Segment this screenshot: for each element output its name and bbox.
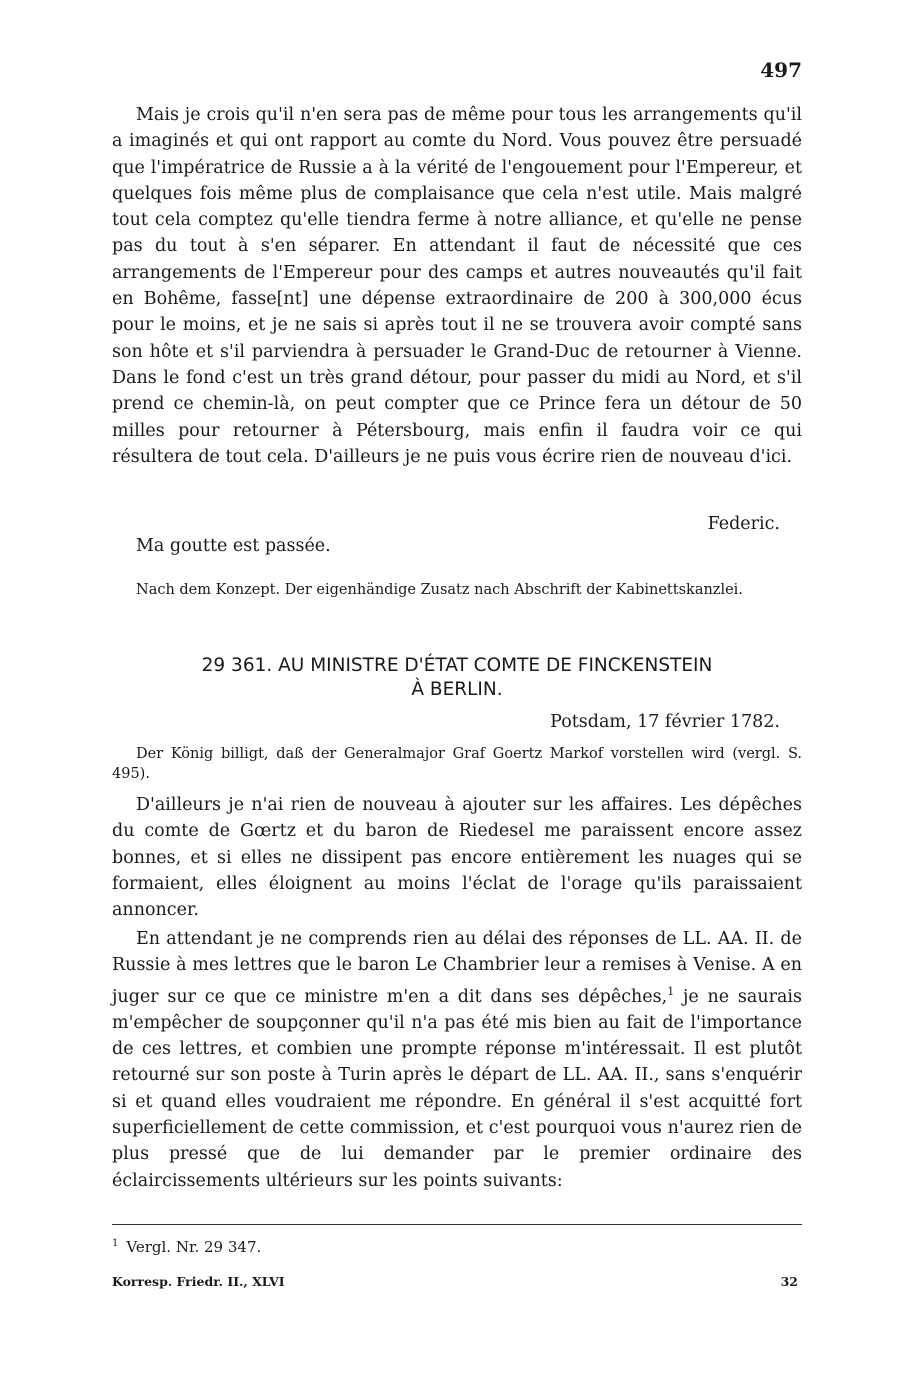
footnote-divider: [112, 1224, 802, 1225]
editorial-note-summary: Der König billigt, daß der Generalmajor Graf Goertz Markof vorstellen wird (vergl. S. 495).: [112, 746, 802, 782]
body-paragraph-2-part-1: En attendant je ne comprends rien au délai des réponses de LL. AA. II. de Russie à mes lettres que le baron Le Chambrier leur a remises à Venise. A en juger sur ce que ce ministre m'en a dit dans ses dépêches,: [112, 929, 802, 1007]
footer-citation: Korresp. Friedr. II., XLVI: [112, 1274, 285, 1289]
document-heading: [112, 654, 802, 702]
footnote-marker: 1: [112, 1238, 119, 1249]
footnote: [112, 1238, 261, 1256]
body-paragraph-1: D'ailleurs je n'ai rien de nouveau à ajouter sur les affaires. Les dépêches du comte de Gœrtz et du baron de Riedesel me paraissent encore assez bonnes, et si elles ne dissipent pas encore entièrement les nuages qui se formaient, elles éloignent au moins l'éclat de l'orage qu'ils paraissaient annoncer.: [112, 795, 802, 921]
body-paragraph-2: [112, 926, 802, 1194]
footnote-reference: 1: [667, 984, 675, 998]
signature-mark: 32: [780, 1274, 798, 1289]
heading-line-1: 29 361. AU MINISTRE D'ÉTAT COMTE DE FINCKENSTEIN: [201, 655, 713, 676]
place-date: Potsdam, 17 février 1782.: [550, 712, 780, 732]
signature: Federic.: [707, 514, 780, 534]
page-number: 497: [760, 58, 802, 82]
body-paragraph-2-part-2: je ne saurais m'empêcher de soupçonner qu'il n'a pas été mis bien au fait de l'importance de ces lettres, et combien une prompte réponse m'intéressait. Il est plutôt retourné sur son poste à Turin après le départ de LL. AA. II., sans s'enquérir si et quand elles voudraient me répondre. En général il s'est acquitté fort superficiellement de cette commission, et c'est pourquoi vous n'aurez rien de plus pressé que de lui demander par le premier ordinaire des éclaircissements ultérieurs sur les points suivants:: [112, 986, 802, 1191]
postscript: Ma goutte est passée.: [136, 536, 331, 556]
heading-line-2: À BERLIN.: [411, 679, 503, 700]
page-footer: [112, 1274, 802, 1289]
letter-paragraph: Mais je crois qu'il n'en sera pas de même pour tous les arrangements qu'il a imaginés et qui ont rapport au comte du Nord. Vous pouvez être persuadé que l'impératrice de Russie a à la vérité de l'engouement pour l'Empereur, et quelques fois même plus de complaisance que cela n'est utile. Mais malgré tout cela comptez qu'elle tiendra ferme à notre alliance, et qu'elle ne pense pas du tout à s'en séparer. En attendant il faut de nécessité que ces arrangements de l'Empereur pour des camps et autres nouveautés qu'il fait en Bohême, fasse[nt] une dépense extraordinaire de 200 à 300,000 écus pour le moins, et je ne sais si après tout il ne se trouvera avoir compté sans son hôte et s'il parviendra à persuader le Grand-Duc de retourner à Vienne. Dans le fond c'est un très grand détour, pour passer du midi au Nord, et s'il prend ce chemin-là, on peut compter que ce Prince fera un détour de 50 milles pour retourner à Pétersbourg, mais enfin il faudra voir ce qui résultera de tout cela. D'ailleurs je ne puis vous écrire rien de nouveau d'ici.: [112, 105, 802, 467]
editorial-note-source: Nach dem Konzept. Der eigenhändige Zusatz nach Abschrift der Kabinettskanzlei.: [136, 582, 743, 598]
footnote-text: Vergl. Nr. 29 347.: [126, 1238, 262, 1256]
